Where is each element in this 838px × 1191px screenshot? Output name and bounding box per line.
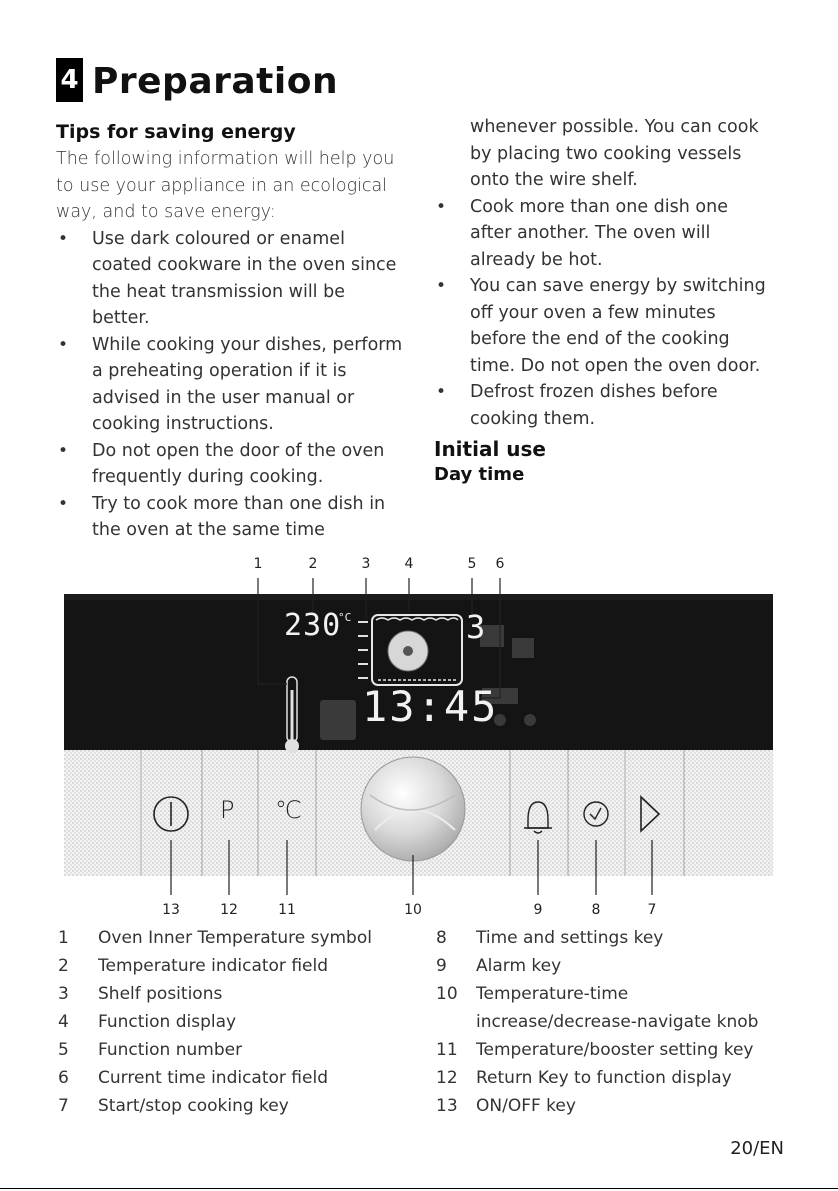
callout-number: 1 [253,556,263,572]
bottom-rule [0,1188,838,1189]
tip-bullet: • Cook more than one dish one after another. The oven will already be hot. [434,194,774,274]
legend-item: 4 Function display [58,1012,237,1032]
callout-number: 12 [220,902,238,918]
callout-number: 7 [647,902,657,918]
callout-number: 11 [278,902,296,918]
function-number-readout: 3 [466,608,486,646]
legend-item-continuation: increase/decrease-navigate knob [476,1012,759,1032]
tip-bullet: • Use dark coloured or enamel coated cookware in the oven since the heat transmission will be better. [56,226,406,332]
legend-item: 8 Time and settings key [436,928,664,948]
callout-number: 4 [404,556,414,572]
tip-bullet: • Defrost frozen dishes before cooking them. [434,379,774,432]
callout-number: 5 [467,556,477,572]
knob [361,757,465,861]
time-readout: 13:45 [362,682,499,731]
legend-item: 11 Temperature/booster setting key [436,1040,754,1060]
tip-bullet: • Try to cook more than one dish in the oven at the same time [56,491,406,544]
legend-item: 3 Shelf positions [58,984,223,1004]
legend-item: 13 ON/OFF key [436,1096,576,1116]
tip-bullet: • Do not open the door of the oven frequently during cooking. [56,438,406,491]
legend-item: 1 Oven Inner Temperature symbol [58,928,372,948]
tip-bullet: • While cooking your dishes, perform a preheating operation if it is advised in the user manual or cooking instructions. [56,332,406,438]
initial-use-heading: Initial use [434,437,546,461]
program-key-label[interactable]: P [220,796,235,824]
temperature-unit: °C [338,611,352,624]
legend-item: 6 Current time indicator field [58,1068,328,1088]
tips-heading: Tips for saving energy [56,121,296,143]
tip-continuation: whenever possible. You can cook by placing two cooking vessels onto the wire shelf. [470,117,759,190]
callout-number: 10 [404,902,422,918]
callout-number: 8 [591,902,601,918]
legend-item: 5 Function number [58,1040,243,1060]
tip-bullet: • You can save energy by switching off your oven a few minutes before the end of the cooking time. Do not open the oven door. [434,273,774,379]
callout-number: 13 [162,902,180,918]
day-time-heading: Day time [434,464,525,485]
tips-column-left [56,120,406,544]
callout-number: 2 [308,556,318,572]
legend-item: 2 Temperature indicator field [58,956,329,976]
legend-item: 10 Temperature-time [436,984,629,1004]
callout-number: 6 [495,556,505,572]
legend-item: 9 Alarm key [436,956,562,976]
legend-item: 12 Return Key to function display [436,1068,732,1088]
tips-column-right [434,114,774,487]
chapter-title: Preparation [92,61,339,102]
control-panel-figure [0,550,838,930]
legend-left [58,924,428,1120]
legend-item: 7 Start/stop cooking key [58,1096,289,1116]
tips-intro: The following information will help you to use your appliance in an ecological way, and to save energy: [56,149,395,222]
callout-number: 9 [533,902,543,918]
chapter-number-box: 4 [56,58,83,102]
page-number: 20/EN [730,1138,784,1159]
temperature-readout: 230 [284,608,342,643]
temp-key-label[interactable]: ℃ [275,796,302,824]
callout-number: 3 [361,556,371,572]
legend-right [436,924,796,1120]
